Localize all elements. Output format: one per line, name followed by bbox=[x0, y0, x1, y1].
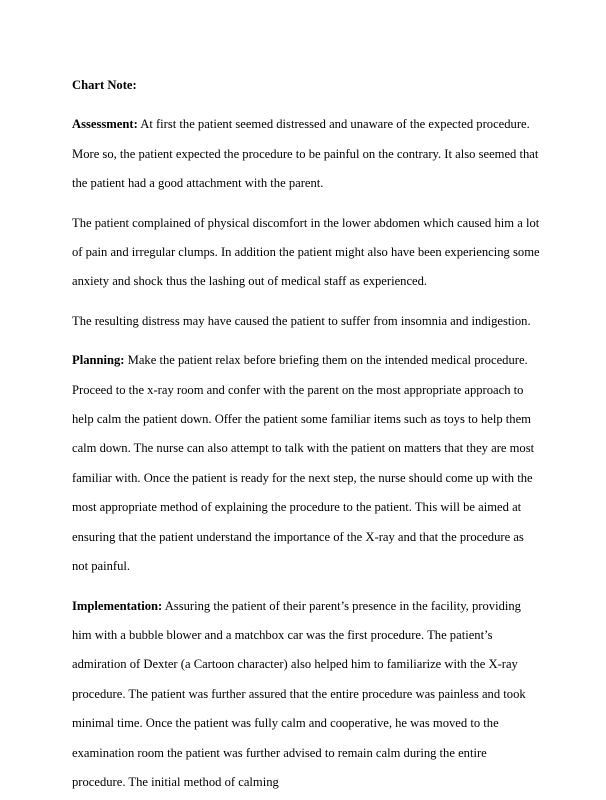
planning-label: Planning: bbox=[72, 353, 125, 368]
distress-text: The resulting distress may have caused the patient to suffer from insomnia and indigestion. bbox=[72, 313, 531, 328]
distress-paragraph bbox=[72, 307, 542, 336]
assessment-label: Assessment: bbox=[72, 117, 138, 132]
chart-note-title: Chart Note: bbox=[72, 78, 137, 92]
discomfort-text: The patient complained of physical discomfort in the lower abdomen which caused him a lot of pain and irregular clumps. In addition the patient might also have been experiencing some anxiety and shock thus the lashing out of medical staff as experienced. bbox=[72, 215, 540, 289]
assessment-paragraph bbox=[72, 110, 542, 198]
discomfort-paragraph bbox=[72, 209, 542, 297]
implementation-text: Assuring the patient of their parent’s presence in the facility, providing him with a bubble blower and a matchbox car was the first procedure. The patient’s admiration of Dexter (a Cartoon character) also helped him to familiarize with the X-ray procedure. The patient was further assured that the entire procedure was painless and took minimal time. Once the patient was fully calm and cooperative, he was moved to the examination room the patient was further advised to remain calm during the entire procedure. The initial method of calming bbox=[72, 598, 526, 789]
implementation-label: Implementation: bbox=[72, 598, 163, 613]
implementation-paragraph bbox=[72, 592, 542, 798]
planning-text: Make the patient relax before briefing them on the intended medical procedure. Proceed to the x-ray room and confer with the parent on the most appropriate approach to help calm the patient down. Offer the patient some familiar items such as toys to help them calm down. The nurse can also attempt to talk with the patient on matters that they are most familiar with. Once the patient is ready for the next step, the nurse should come up with the most appropriate method of explaining the procedure to the patient. This will be aimed at ensuring that the patient understand the importance of the X-ray and that the procedure as not painful. bbox=[72, 353, 535, 574]
assessment-text: At first the patient seemed distressed and unaware of the expected procedure. More so, the patient expected the procedure to be painful on the contrary. It also seemed that the patient had a good attachment with the parent. bbox=[72, 117, 539, 191]
planning-paragraph bbox=[72, 346, 542, 581]
